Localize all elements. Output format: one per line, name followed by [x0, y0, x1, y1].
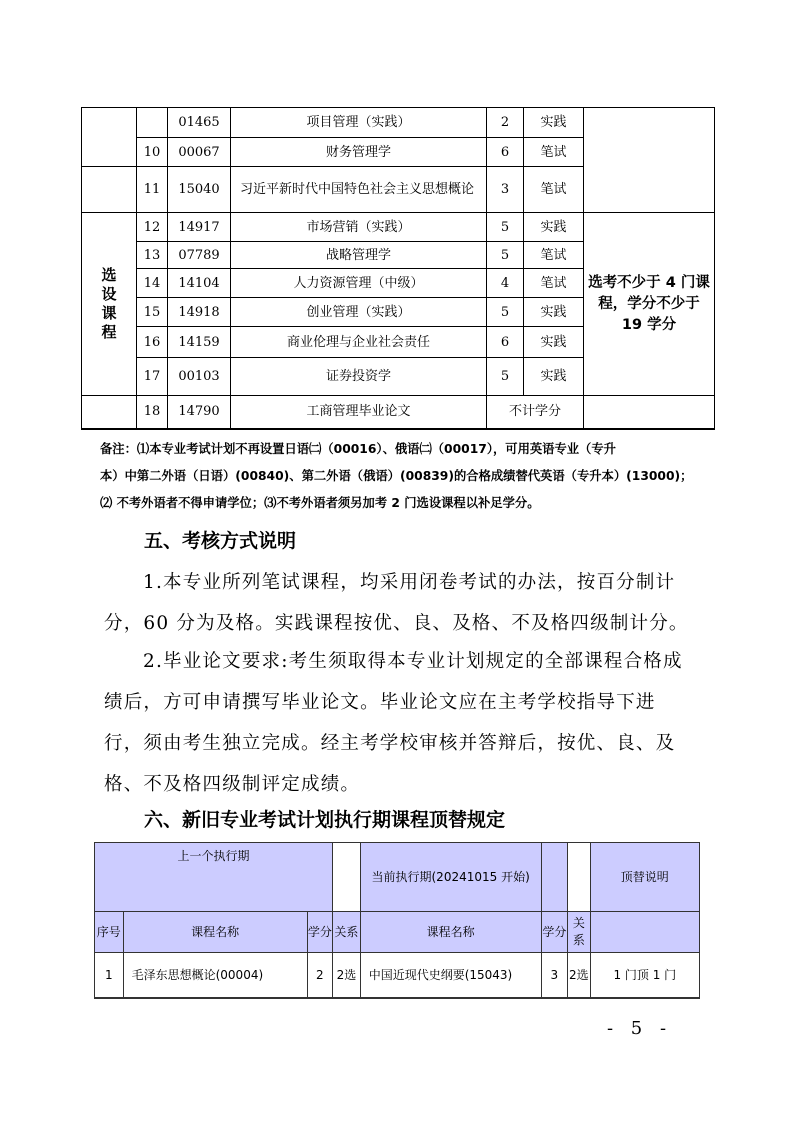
- course-table: [81, 107, 715, 430]
- remarks: [100, 436, 700, 517]
- code-cell: 14104: [168, 269, 231, 298]
- course-name-cell: 人力资源管理（中级）: [231, 269, 487, 298]
- credits-cell: 6: [487, 327, 524, 358]
- exam-type-cell: 实践: [524, 298, 584, 327]
- seq-cell: 17: [137, 358, 168, 396]
- paragraph: 1.本专业所列笔试课程，均采用闭卷考试的办法，按百分制计分，60 分为及格。实践课程按优、良、及格、不及格四级制计分。: [104, 572, 689, 634]
- note-cell: [584, 396, 715, 429]
- course-name-cell: 习近平新时代中国特色社会主义思想概论: [231, 167, 487, 213]
- col-credit-prev: 学分: [307, 912, 333, 953]
- section-heading: 五、考核方式说明: [144, 530, 297, 552]
- curr-course-cell: 中国近现代史纲要(15043): [360, 953, 541, 999]
- elective-note-cell: 选考不少于 4 门课程，学分不少于 19 学分: [584, 213, 715, 396]
- seq-cell: [137, 108, 168, 138]
- col-seq: 序号: [95, 912, 124, 953]
- remarks-line: 备注：⑴本专业考试计划不再设置日语㈡（00016）、俄语㈡（00017），可用英语专业（专升: [100, 442, 616, 456]
- code-cell: 15040: [168, 167, 231, 213]
- col-note: [590, 912, 699, 953]
- seq-cell: 13: [137, 242, 168, 269]
- credits-type-cell: 不计学分: [487, 396, 584, 429]
- elective-category-label: 选设课程: [101, 266, 117, 341]
- col-credit-curr: 学分: [541, 912, 568, 953]
- seq-cell: 1: [95, 953, 124, 999]
- code-cell: 14159: [168, 327, 231, 358]
- col-name-prev: 课程名称: [123, 912, 307, 953]
- credits-cell: 6: [487, 138, 524, 167]
- table-row: [82, 108, 715, 138]
- paragraph: 2.毕业论文要求:考生须取得本专业计划规定的全部课程合格成绩后，方可申请撰写毕业论文。毕业论文应在主考学校指导下进行，须由考生独立完成。经主考学校审核并答辩后，按优、良、及格、不及格四级制评定成绩。: [104, 651, 683, 795]
- header-prev-period: 上一个执行期: [95, 843, 333, 912]
- remarks-line: ⑵ 不考外语者不得申请学位；⑶不考外语者须另加考 2 门选设课程以补足学分。: [100, 496, 540, 510]
- course-name-cell: 项目管理（实践）: [231, 108, 487, 138]
- code-cell: 14917: [168, 213, 231, 242]
- exam-type-cell: 实践: [524, 213, 584, 242]
- col-name-curr: 课程名称: [360, 912, 541, 953]
- category-cell: [82, 396, 137, 429]
- header-spacer: [568, 843, 590, 912]
- course-name-cell: 工商管理毕业论文: [231, 396, 487, 429]
- seq-cell: 10: [137, 138, 168, 167]
- replacement-note-cell: 1 门顶 1 门: [590, 953, 699, 999]
- category-cell: [82, 167, 137, 213]
- header-spacer: [541, 843, 568, 912]
- header-current-period: 当前执行期(20241015 开始): [360, 843, 541, 912]
- prev-credit-cell: 2: [307, 953, 333, 999]
- table-header-row: [95, 912, 700, 953]
- code-cell: 01465: [168, 108, 231, 138]
- table-row: [95, 953, 700, 999]
- seq-cell: 11: [137, 167, 168, 213]
- course-name-cell: 证券投资学: [231, 358, 487, 396]
- seq-cell: 14: [137, 269, 168, 298]
- credits-cell: 5: [487, 358, 524, 396]
- code-cell: 14790: [168, 396, 231, 429]
- col-rel-prev: 关系: [333, 912, 361, 953]
- seq-cell: 12: [137, 213, 168, 242]
- exam-type-cell: 笔试: [524, 167, 584, 213]
- code-cell: 14918: [168, 298, 231, 327]
- table-header-row: [95, 843, 700, 912]
- course-name-cell: 财务管理学: [231, 138, 487, 167]
- exam-type-cell: 笔试: [524, 269, 584, 298]
- category-cell: [82, 108, 137, 167]
- credits-cell: 5: [487, 213, 524, 242]
- seq-cell: 15: [137, 298, 168, 327]
- course-name-cell: 创业管理（实践）: [231, 298, 487, 327]
- elective-category-cell: [82, 213, 137, 396]
- table-row: [82, 213, 715, 242]
- credits-cell: 3: [487, 167, 524, 213]
- exam-type-cell: 实践: [524, 327, 584, 358]
- note-cell: [584, 108, 715, 213]
- course-name-cell: 商业伦理与企业社会责任: [231, 327, 487, 358]
- col-rel-curr: 关系: [568, 912, 590, 953]
- code-cell: 00067: [168, 138, 231, 167]
- section-heading: 六、新旧专业考试计划执行期课程顶替规定: [144, 809, 506, 831]
- table-row: [82, 396, 715, 429]
- remarks-line: 本）中第二外语（日语）(00840)、第二外语（俄语）(00839)的合格成绩替代英语（专升本）(13000)；: [100, 469, 693, 483]
- prev-course-cell: 毛泽东思想概论(00004): [123, 953, 307, 999]
- exam-type-cell: 笔试: [524, 138, 584, 167]
- exam-type-cell: 实践: [524, 108, 584, 138]
- code-cell: 00103: [168, 358, 231, 396]
- header-spacer: [333, 843, 361, 912]
- exam-type-cell: 实践: [524, 358, 584, 396]
- seq-cell: 16: [137, 327, 168, 358]
- credits-cell: 5: [487, 298, 524, 327]
- curr-credit-cell: 3: [541, 953, 568, 999]
- seq-cell: 18: [137, 396, 168, 429]
- course-name-cell: 市场营销（实践）: [231, 213, 487, 242]
- course-name-cell: 战略管理学: [231, 242, 487, 269]
- credits-cell: 2: [487, 108, 524, 138]
- credits-cell: 5: [487, 242, 524, 269]
- curr-relation-cell: 2选: [568, 953, 590, 999]
- replacement-table: [94, 842, 700, 999]
- header-note: 顶替说明: [590, 843, 699, 912]
- page-number: - 5 -: [607, 1018, 673, 1039]
- exam-type-cell: 笔试: [524, 242, 584, 269]
- prev-relation-cell: 2选: [333, 953, 361, 999]
- credits-cell: 4: [487, 269, 524, 298]
- code-cell: 07789: [168, 242, 231, 269]
